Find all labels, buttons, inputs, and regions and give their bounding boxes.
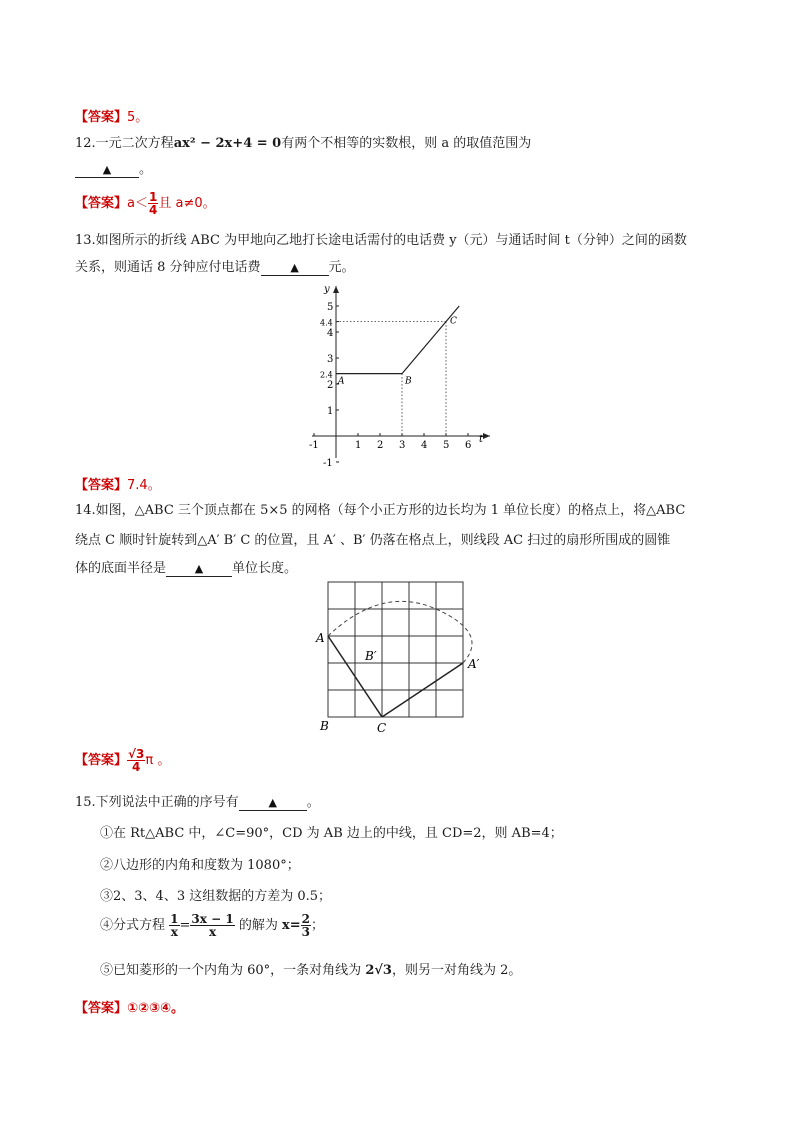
fraction-denominator: x — [208, 925, 217, 939]
x-tick-label: 3 — [399, 440, 406, 451]
grid — [328, 582, 463, 717]
point-label-a: A — [338, 376, 345, 387]
q14-answer — [75, 748, 170, 773]
answer-label: 【答案】 — [75, 196, 128, 211]
y-tick-label: 3 — [327, 354, 334, 365]
fraction-denominator: 3 — [301, 925, 310, 939]
q14-line3-pre: 体的底面半径是 — [75, 561, 167, 576]
q13-answer-text: 7.4。 — [127, 478, 161, 493]
q15-stem-pre: 15.下列说法中正确的序号有 — [75, 795, 239, 810]
q15-answer — [75, 997, 184, 1016]
x-axis-label: t — [479, 434, 484, 445]
answer-label: 【答案】 — [75, 478, 128, 493]
x-tick-label: 2 — [377, 440, 384, 451]
fraction-numerator: 1 — [148, 190, 158, 204]
q15-item4-pre: ④分式方程 — [100, 918, 166, 933]
q12-post: 有两个不相等的实数根，则 a 的取值范围为 — [281, 136, 532, 151]
q13-chart — [300, 280, 500, 470]
answer-label: 【答案】 — [75, 110, 128, 125]
blank-triangle-icon: ▲ — [194, 562, 204, 575]
q15-item4-end: ； — [311, 918, 325, 933]
q13-answer — [75, 474, 161, 493]
q14-grid-figure — [310, 580, 490, 740]
y-tick-label: -1 — [323, 458, 333, 469]
q15-fraction-1 — [169, 913, 179, 938]
y-tick-label: 4.4 — [320, 318, 333, 328]
fraction-numerator: 2 — [301, 912, 310, 926]
q15-item5-pre: ⑤已知菱形的一个内角为 60°，一条对角线为 — [100, 963, 362, 978]
y-tick-label: 1 — [327, 406, 334, 417]
y-tick-label: 2 — [327, 380, 334, 391]
q12-end: 。 — [139, 162, 153, 177]
y-axis-label: y — [324, 284, 330, 295]
fraction-numerator: √3 — [128, 747, 145, 761]
x-tick-label: 4 — [421, 440, 428, 451]
q15-item-1: ①在 Rt△ABC 中，∠C=90°，CD 为 AB 边上的中线，且 CD=2，则 AB=4； — [100, 826, 563, 841]
q12-stem — [75, 132, 531, 151]
q15-stem-post: 。 — [306, 795, 320, 810]
q12-answer — [75, 191, 216, 216]
point-label-c: C — [450, 316, 457, 327]
q13-blank — [261, 261, 329, 276]
q15-item-4 — [100, 913, 324, 938]
fraction-numerator: 3x − 1 — [191, 912, 234, 926]
q12-blank — [75, 163, 139, 178]
q15-item-5 — [100, 959, 521, 978]
y-axis-arrow-icon — [333, 286, 339, 293]
answer-label: 【答案】 — [75, 1001, 128, 1016]
sector-arc — [328, 601, 472, 663]
blank-triangle-icon: ▲ — [268, 796, 277, 809]
y-tick-label: 2.4 — [320, 370, 333, 380]
x-tick-label: 6 — [465, 440, 472, 451]
q12-answer-pre: a＜ — [127, 196, 148, 211]
q12-answer-fraction — [148, 191, 158, 216]
q14-line2: 绕点 C 顺时针旋转到△A′ B′ C 的位置，且 A′ 、B′ 仍落在格点上，则线段 AC 扫过的扇形所围成的圆锥 — [75, 533, 671, 548]
q13-line2 — [75, 256, 355, 276]
x-axis-arrow-icon — [483, 433, 490, 439]
q15-stem — [75, 791, 320, 811]
fraction-denominator: 4 — [132, 760, 141, 774]
answer-label: 【答案】 — [75, 753, 128, 768]
y-tick-label: 5 — [327, 302, 334, 313]
label-a: A — [316, 631, 325, 645]
q14-line3-post: 单位长度。 — [232, 561, 298, 576]
q13-line2-post: 元。 — [328, 260, 355, 275]
blank-triangle-icon: ▲ — [102, 163, 112, 176]
q14-blank — [166, 562, 232, 577]
x-tick-label: 5 — [443, 440, 450, 451]
q15-item4-eq: = — [179, 918, 191, 933]
q15-item4-mid: 的解为 — [238, 918, 278, 933]
q11-answer-text: 5。 — [127, 110, 149, 125]
x-tick-label: 1 — [355, 440, 362, 451]
label-c: C — [377, 721, 387, 735]
x-tick-label: -1 — [309, 440, 319, 451]
q15-blank — [239, 796, 307, 811]
q15-item-3: ③2、3、4、3 这组数据的方差为 0.5； — [100, 889, 332, 904]
q15-item5-value: 2√3 — [365, 963, 392, 978]
q15-item4-x: x= — [281, 918, 301, 933]
q15-fraction-3 — [301, 913, 311, 938]
label-b-prime: B′ — [365, 649, 377, 663]
q11-answer — [75, 106, 148, 125]
q13-line2-pre: 关系，则通话 8 分钟应付电话费 — [75, 260, 261, 275]
q14-line1: 14.如图，△ABC 三个顶点都在 5×5 的网格（每个小正方形的边长均为 1 单位长度）的格点上，将△ABC — [75, 503, 686, 518]
q14-answer-fraction — [127, 748, 145, 773]
q14-answer-post: π 。 — [145, 753, 171, 768]
q15-fraction-2 — [190, 913, 234, 938]
q14-line3 — [75, 557, 297, 577]
q15-answer-text: ①②③④。 — [127, 1001, 185, 1016]
q12-answer-post: 且 a≠0。 — [158, 196, 216, 211]
fraction-denominator: x — [170, 925, 178, 939]
q15-item5-post: ，则另一对角线为 2。 — [391, 963, 522, 978]
q15-item-2: ②八边形的内角和度数为 1080°； — [100, 858, 300, 873]
label-b: B — [320, 719, 329, 733]
q13-line1: 13.如图所示的折线 ABC 为甲地向乙地打长途电话需付的电话费 y（元）与通话时间 t（分钟）之间的函数 — [75, 233, 687, 248]
point-label-b: B — [405, 376, 412, 387]
blank-triangle-icon: ▲ — [290, 261, 299, 274]
q12-equation: ax² − 2x+4 = 0 — [173, 136, 282, 151]
q12-pre: 12.一元二次方程 — [75, 136, 174, 151]
series-line-abc — [336, 306, 459, 374]
fraction-denominator: 4 — [148, 203, 158, 217]
q12-blank-line — [75, 158, 152, 178]
label-a-prime: A′ — [468, 657, 480, 671]
y-tick-label: 4 — [327, 328, 334, 339]
fraction-numerator: 1 — [170, 912, 179, 926]
